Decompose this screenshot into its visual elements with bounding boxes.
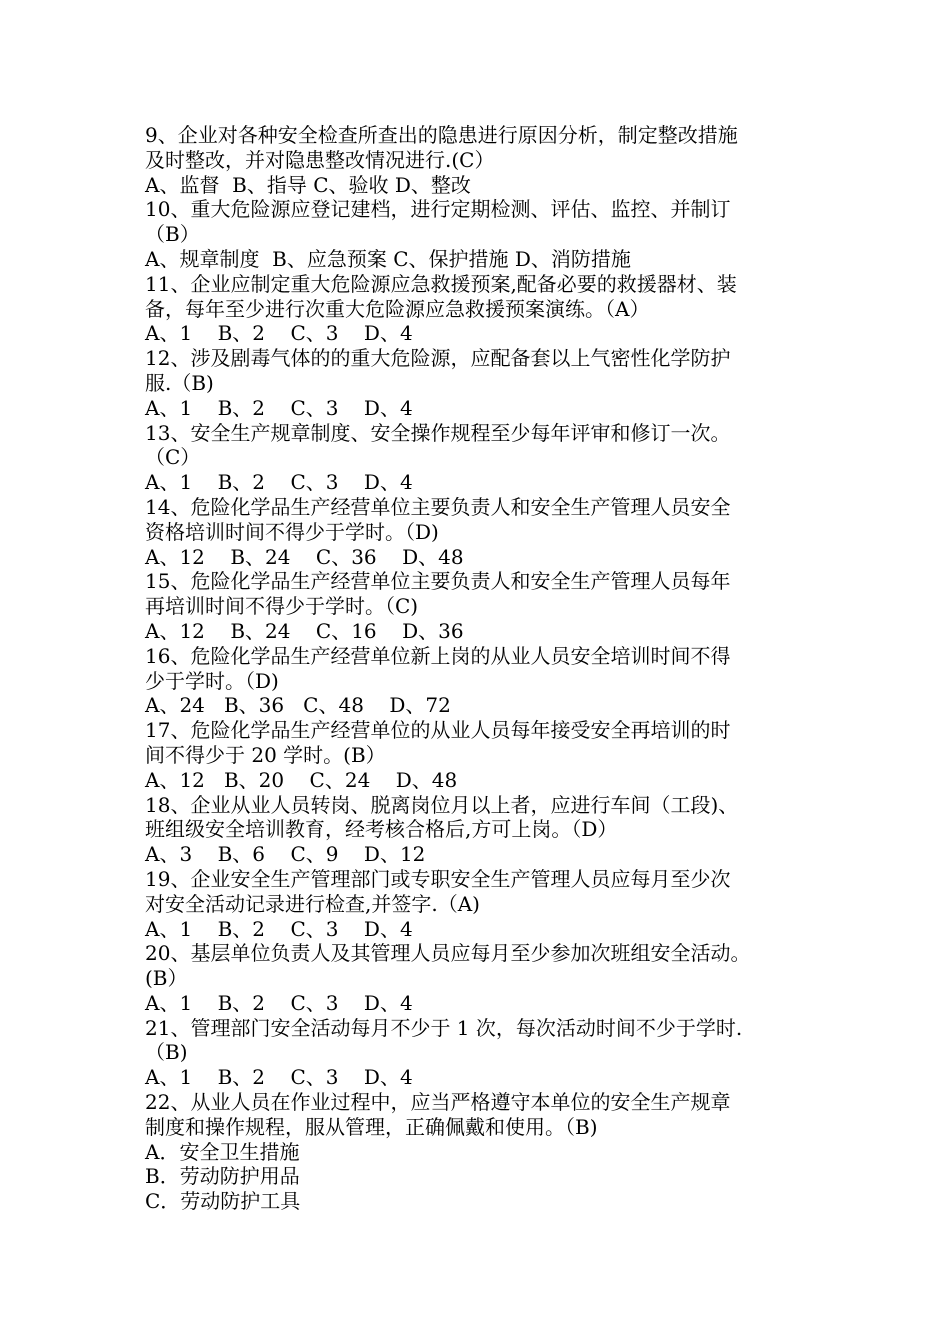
text-line: A、12 B、24 C、16 D、36 [145,618,464,643]
text-line: 15、危险化学品生产经营单位主要负责人和安全生产管理人员每年 [145,569,731,594]
text-line: 及时整改，并对隐患整改情况进行.(C） [145,147,495,172]
text-line: 20、基层单位负责人及其管理人员应每月至少参加次班组安全活动。 [145,941,751,966]
text-line: A、1 B、2 C、3 D、4 [145,321,413,346]
text-line: A、3 B、6 C、9 D、12 [145,842,426,867]
text-line: A、12 B、20 C、24 D、48 [145,767,458,792]
text-line: 间不得少于 20 学时。(B） [145,742,386,767]
text-line: A、1 B、2 C、3 D、4 [145,470,413,495]
text-line: 备，每年至少进行次重大危险源应急救援预案演练。（A） [145,296,650,321]
text-line: 再培训时间不得少于学时。（C) [145,594,419,619]
text-line: B．劳动防护用品 [145,1164,300,1189]
text-line: 11、企业应制定重大危险源应急救援预案,配备必要的救援器材、装 [145,271,737,296]
text-line: 13、安全生产规章制度、安全操作规程至少每年评审和修订一次。 [145,420,731,445]
text-line: 19、企业安全生产管理部门或专职安全生产管理人员应每月至少次 [145,866,731,891]
text-line: (B） [145,966,188,991]
text-line: 9、企业对各种安全检查所查出的隐患进行原因分析，制定整改措施 [145,123,738,147]
text-line: A、规章制度 B、应急预案 C、保护措施 D、消防措施 [145,246,631,271]
text-line: A．安全卫生措施 [145,1139,300,1164]
text-line: 12、涉及剧毒气体的的重大危险源，应配备套以上气密性化学防护 [145,346,731,371]
text-line: A、1 B、2 C、3 D、4 [145,916,413,941]
text-line: 制度和操作规程，服从管理，正确佩戴和使用。（B) [145,1114,598,1139]
text-line: 22、从业人员在作业过程中，应当严格遵守本单位的安全生产规章 [145,1090,731,1115]
text-line: 18、企业从业人员转岗、脱离岗位月以上者，应进行车间（工段)、 [145,792,739,817]
text-line: （B） [145,222,200,247]
text-line: 21、管理部门安全活动每月不少于 1 次，每次活动时间不少于学时. [145,1015,743,1040]
text-line: （B) [145,1040,188,1065]
text-line: A、1 B、2 C、3 D、4 [145,990,413,1015]
text-line: 班组级安全培训教育，经考核合格后,方可上岗。（D） [145,817,618,842]
text-line: 17、危险化学品生产经营单位的从业人员每年接受安全再培训的时 [145,718,731,743]
text-line: （C） [145,445,201,470]
text-line: A、12 B、24 C、36 D、48 [145,544,464,569]
text-line: 资格培训时间不得少于学时。（D) [145,519,439,544]
text-line: A、1 B、2 C、3 D、4 [145,395,413,420]
text-line: 服.（B) [145,370,214,395]
text-line: A、24 B、36 C、48 D、72 [145,693,451,718]
document-body [145,123,825,1214]
text-line: 对安全活动记录进行检查,并签字.（A) [145,891,480,916]
text-line: 16、危险化学品生产经营单位新上岗的从业人员安全培训时间不得 [145,643,731,668]
text-line: C．劳动防护工具 [145,1189,301,1214]
text-line: 10、重大危险源应登记建档，进行定期检测、评估、监控、并制订 [145,197,731,222]
text-line: 少于学时。（D) [145,668,279,693]
text-line: 14、危险化学品生产经营单位主要负责人和安全生产管理人员安全 [145,494,731,519]
text-line: A、1 B、2 C、3 D、4 [145,1065,413,1090]
text-line: A、监督 B、指导 C、验收 D、整改 [145,172,471,197]
